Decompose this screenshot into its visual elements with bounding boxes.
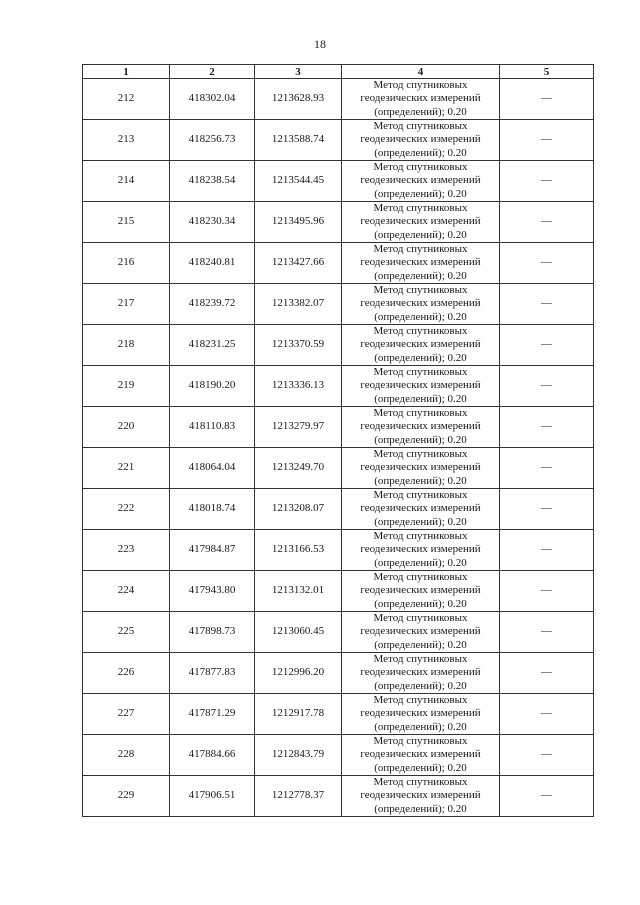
y-coordinate-cell: 1213588.74 <box>255 120 342 161</box>
method-cell: Метод спутниковых геодезических измерений (определений); 0.20 <box>342 530 500 571</box>
note-cell: — <box>500 79 594 120</box>
y-coordinate-cell: 1212778.37 <box>255 776 342 817</box>
y-coordinate-cell: 1213427.66 <box>255 243 342 284</box>
x-coordinate-cell: 418238.54 <box>170 161 255 202</box>
table-row <box>83 79 594 120</box>
note-cell: — <box>500 120 594 161</box>
x-coordinate-cell: 418018.74 <box>170 489 255 530</box>
note-cell: — <box>500 612 594 653</box>
table-row <box>83 120 594 161</box>
method-cell: Метод спутниковых геодезических измерений (определений); 0.20 <box>342 79 500 120</box>
note-cell: — <box>500 243 594 284</box>
note-cell: — <box>500 325 594 366</box>
y-coordinate-cell: 1213495.96 <box>255 202 342 243</box>
point-number-cell: 222 <box>83 489 170 530</box>
table-row <box>83 366 594 407</box>
x-coordinate-cell: 417877.83 <box>170 653 255 694</box>
method-cell: Метод спутниковых геодезических измерений (определений); 0.20 <box>342 571 500 612</box>
point-number-cell: 226 <box>83 653 170 694</box>
note-cell: — <box>500 735 594 776</box>
note-cell: — <box>500 202 594 243</box>
y-coordinate-cell: 1213336.13 <box>255 366 342 407</box>
x-coordinate-cell: 418231.25 <box>170 325 255 366</box>
table-row <box>83 612 594 653</box>
table-row <box>83 325 594 366</box>
header-cell: 4 <box>342 65 500 79</box>
y-coordinate-cell: 1213370.59 <box>255 325 342 366</box>
table-header-row <box>83 65 594 79</box>
table-row <box>83 694 594 735</box>
note-cell: — <box>500 571 594 612</box>
point-number-cell: 228 <box>83 735 170 776</box>
method-cell: Метод спутниковых геодезических измерений (определений); 0.20 <box>342 120 500 161</box>
header-cell: 2 <box>170 65 255 79</box>
method-cell: Метод спутниковых геодезических измерений (определений); 0.20 <box>342 735 500 776</box>
x-coordinate-cell: 417943.80 <box>170 571 255 612</box>
x-coordinate-cell: 417984.87 <box>170 530 255 571</box>
y-coordinate-cell: 1212917.78 <box>255 694 342 735</box>
x-coordinate-cell: 418240.81 <box>170 243 255 284</box>
y-coordinate-cell: 1213249.70 <box>255 448 342 489</box>
table-row <box>83 448 594 489</box>
method-cell: Метод спутниковых геодезических измерений (определений); 0.20 <box>342 612 500 653</box>
point-number-cell: 225 <box>83 612 170 653</box>
method-cell: Метод спутниковых геодезических измерений (определений); 0.20 <box>342 407 500 448</box>
note-cell: — <box>500 694 594 735</box>
coordinates-table <box>82 64 594 817</box>
method-cell: Метод спутниковых геодезических измерений (определений); 0.20 <box>342 202 500 243</box>
x-coordinate-cell: 418230.34 <box>170 202 255 243</box>
note-cell: — <box>500 489 594 530</box>
x-coordinate-cell: 418064.04 <box>170 448 255 489</box>
point-number-cell: 212 <box>83 79 170 120</box>
y-coordinate-cell: 1213166.53 <box>255 530 342 571</box>
header-cell: 1 <box>83 65 170 79</box>
y-coordinate-cell: 1213132.01 <box>255 571 342 612</box>
table-row <box>83 284 594 325</box>
note-cell: — <box>500 284 594 325</box>
point-number-cell: 223 <box>83 530 170 571</box>
y-coordinate-cell: 1213628.93 <box>255 79 342 120</box>
note-cell: — <box>500 448 594 489</box>
table-row <box>83 202 594 243</box>
note-cell: — <box>500 653 594 694</box>
point-number-cell: 217 <box>83 284 170 325</box>
table-row <box>83 735 594 776</box>
method-cell: Метод спутниковых геодезических измерений (определений); 0.20 <box>342 243 500 284</box>
point-number-cell: 215 <box>83 202 170 243</box>
point-number-cell: 220 <box>83 407 170 448</box>
note-cell: — <box>500 161 594 202</box>
table-row <box>83 530 594 571</box>
x-coordinate-cell: 417898.73 <box>170 612 255 653</box>
table-row <box>83 571 594 612</box>
header-cell: 5 <box>500 65 594 79</box>
x-coordinate-cell: 417906.51 <box>170 776 255 817</box>
note-cell: — <box>500 366 594 407</box>
method-cell: Метод спутниковых геодезических измерений (определений); 0.20 <box>342 653 500 694</box>
method-cell: Метод спутниковых геодезических измерений (определений); 0.20 <box>342 694 500 735</box>
x-coordinate-cell: 418239.72 <box>170 284 255 325</box>
note-cell: — <box>500 530 594 571</box>
y-coordinate-cell: 1212843.79 <box>255 735 342 776</box>
y-coordinate-cell: 1213279.97 <box>255 407 342 448</box>
x-coordinate-cell: 418110.83 <box>170 407 255 448</box>
y-coordinate-cell: 1213208.07 <box>255 489 342 530</box>
table-row <box>83 489 594 530</box>
table-row <box>83 161 594 202</box>
y-coordinate-cell: 1212996.20 <box>255 653 342 694</box>
y-coordinate-cell: 1213544.45 <box>255 161 342 202</box>
page-number: 18 <box>314 37 326 51</box>
method-cell: Метод спутниковых геодезических измерений (определений); 0.20 <box>342 161 500 202</box>
method-cell: Метод спутниковых геодезических измерений (определений); 0.20 <box>342 776 500 817</box>
table-row <box>83 653 594 694</box>
note-cell: — <box>500 407 594 448</box>
method-cell: Метод спутниковых геодезических измерений (определений); 0.20 <box>342 284 500 325</box>
method-cell: Метод спутниковых геодезических измерений (определений); 0.20 <box>342 366 500 407</box>
y-coordinate-cell: 1213382.07 <box>255 284 342 325</box>
x-coordinate-cell: 418256.73 <box>170 120 255 161</box>
table-row <box>83 776 594 817</box>
table-row <box>83 243 594 284</box>
note-cell: — <box>500 776 594 817</box>
method-cell: Метод спутниковых геодезических измерений (определений); 0.20 <box>342 489 500 530</box>
x-coordinate-cell: 417871.29 <box>170 694 255 735</box>
point-number-cell: 219 <box>83 366 170 407</box>
table-row <box>83 407 594 448</box>
point-number-cell: 218 <box>83 325 170 366</box>
header-cell: 3 <box>255 65 342 79</box>
method-cell: Метод спутниковых геодезических измерений (определений); 0.20 <box>342 448 500 489</box>
x-coordinate-cell: 418302.04 <box>170 79 255 120</box>
x-coordinate-cell: 417884.66 <box>170 735 255 776</box>
y-coordinate-cell: 1213060.45 <box>255 612 342 653</box>
point-number-cell: 224 <box>83 571 170 612</box>
point-number-cell: 213 <box>83 120 170 161</box>
point-number-cell: 227 <box>83 694 170 735</box>
point-number-cell: 221 <box>83 448 170 489</box>
point-number-cell: 214 <box>83 161 170 202</box>
point-number-cell: 216 <box>83 243 170 284</box>
point-number-cell: 229 <box>83 776 170 817</box>
x-coordinate-cell: 418190.20 <box>170 366 255 407</box>
method-cell: Метод спутниковых геодезических измерений (определений); 0.20 <box>342 325 500 366</box>
